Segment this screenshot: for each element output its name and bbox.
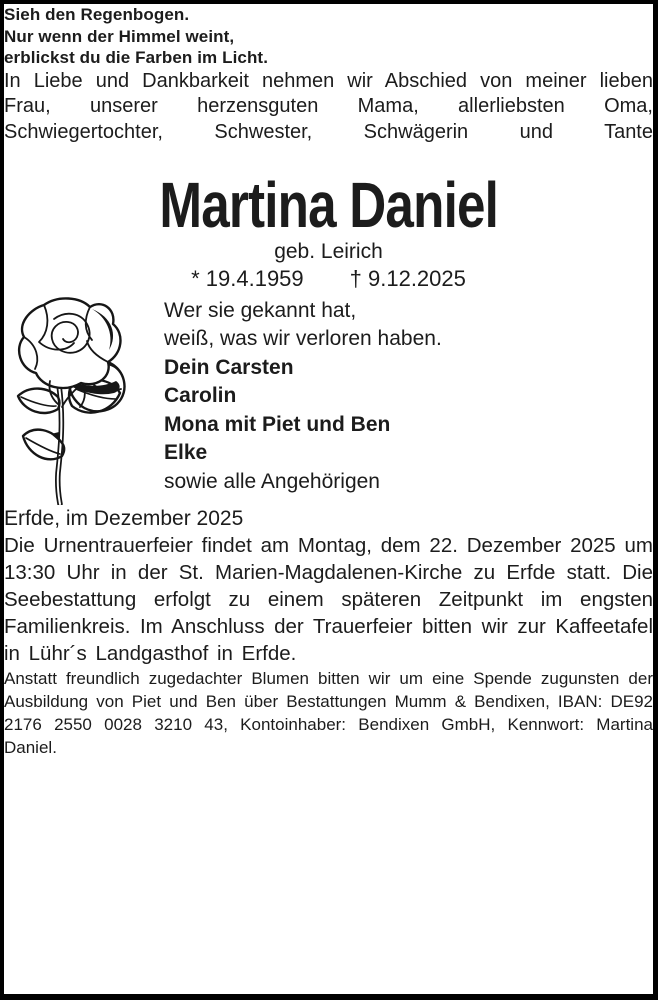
condolence-line: Wer sie gekannt hat, [164,298,357,322]
memorial-row [4,293,653,505]
condolence-line: Elke [164,441,208,464]
condolence-line: weiß, was wir verloren haben. [164,327,442,350]
birth-date: * 19.4.1959 [191,265,304,291]
condolence-line: Mona mit Piet und Ben [164,412,391,436]
donation-request: Anstatt freundlich zugedachter Blumen bitten wir um eine Spende zugunsten der Ausbildung von Piet und Ben über Bestattungen Mumm & Bendixen, IBAN: DE92 2176 2550 0028 3210 43, Kontoinhaber: Bendixen GmbH, Kennwort: Martina Daniel. [4,668,653,757]
rose-icon [4,293,164,505]
death-date: † 9.12.2025 [349,265,466,291]
deceased-name [4,168,653,241]
life-dates [4,265,653,293]
condolence-block [164,293,442,497]
epigraph-verse [4,4,653,69]
condolence-line: Carolin [164,384,237,407]
maiden-name: geb. Leirich [274,239,383,263]
intro-text: In Liebe und Dankbarkeit nehmen wir Abschied von meiner lieben Frau, unserer herzensguten Mama, allerliebsten Oma, Schwiegertochter, Schwester, Schwägerin und Tante [4,69,653,143]
place-date: Erfde, im Dezember 2025 [4,506,244,530]
epigraph-line: Sieh den Regenbogen. [4,5,190,24]
condolence-line: sowie alle Angehörigen [164,469,380,493]
deceased-name-text: Martina Daniel [159,168,498,241]
condolence-line: Dein Carsten [164,355,294,379]
epigraph-line: erblickst du die Farben im Licht. [4,48,269,67]
funeral-details: Die Urnentrauerfeier findet am Montag, dem 22. Dezember 2025 um 13:30 Uhr in der St. Marien-Magdalenen-Kirche zu Erfde statt. Die Seebestattung erfolgt zu einem späteren Zeitpunkt im engsten Familienkreis. Im Anschluss der Trauerfeier bitten wir zur Kaffeetafel in Lühr´s Landgasthof in Erfde. [4,533,653,665]
epigraph-line: Nur wenn der Himmel weint, [4,26,235,46]
